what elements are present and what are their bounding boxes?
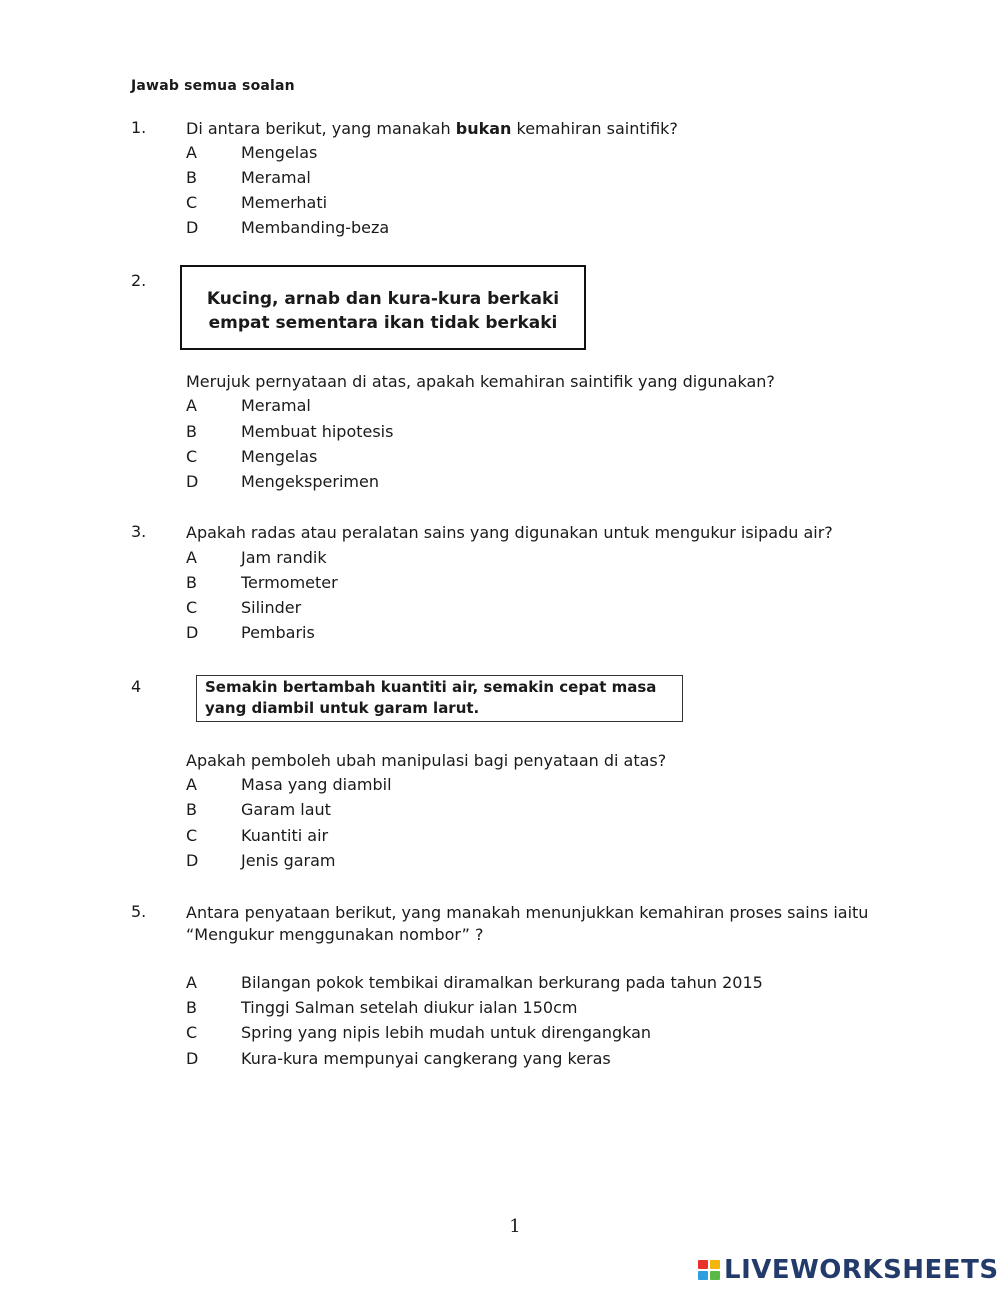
question-text [186,118,678,140]
option-letter: B [186,422,197,441]
question-number: 5. [131,902,147,921]
emphasized-word: bukan [455,119,512,138]
option-letter: A [186,973,197,992]
option-a[interactable] [186,773,686,797]
instructions-heading: Jawab semua soalan [131,78,295,94]
statement-box [180,265,586,350]
option-letter: B [186,573,197,592]
option-letter: C [186,598,198,617]
option-b[interactable] [186,571,686,595]
option-letter: D [186,851,199,870]
statement-line: empat sementara ikan tidak berkaki [208,313,558,333]
logo-blocks-icon [698,1260,720,1280]
statement-line: yang diambil untuk garam larut. [205,699,480,717]
option-text: Kuantiti air [241,826,329,845]
option-text: Garam laut [241,800,331,819]
option-letter: D [186,1049,199,1068]
option-letter: D [186,472,199,491]
option-c[interactable] [186,445,686,469]
option-c[interactable] [186,596,686,620]
option-c[interactable] [186,1021,886,1045]
option-letter: C [186,447,198,466]
logo-text: LIVEWORKSHEETS [724,1255,999,1285]
question-text: Antara penyataan berikut, yang manakah menunjukkan kemahiran proses sains iaitu [186,903,869,922]
logo-block [698,1260,708,1269]
question-number: 3. [131,522,147,541]
option-letter: A [186,775,197,794]
option-d[interactable] [186,1047,886,1071]
option-d[interactable] [186,470,686,494]
option-d[interactable] [186,621,686,645]
option-letter: A [186,396,197,415]
option-text: Masa yang diambil [241,775,392,794]
option-a[interactable] [186,141,686,165]
option-a[interactable] [186,971,886,995]
logo-block [710,1260,720,1269]
option-text: Mengelas [241,143,318,162]
option-d[interactable] [186,849,686,873]
question-number: 2. [131,271,147,290]
option-letter: C [186,826,198,845]
option-text: Meramal [241,168,311,187]
option-text: Bilangan pokok tembikai diramalkan berkurang pada tahun 2015 [241,973,763,992]
statement-line: Kucing, arnab dan kura-kura berkaki [206,289,560,309]
option-text: Membanding-beza [241,218,390,237]
option-b[interactable] [186,996,886,1020]
option-letter: A [186,143,197,162]
option-letter: D [186,623,199,642]
question-text: “Mengukur menggunakan nombor” ? [186,925,484,944]
question-number: 4 [131,677,142,696]
option-b[interactable] [186,420,686,444]
option-letter: A [186,548,197,567]
option-letter: B [186,998,197,1017]
option-text: Spring yang nipis lebih mudah untuk direngangkan [241,1023,652,1042]
option-letter: B [186,800,197,819]
option-text: Mengeksperimen [241,472,379,491]
option-text: Memerhati [241,193,328,212]
option-letter: D [186,218,199,237]
option-a[interactable] [186,546,686,570]
page-number: 1 [509,1216,521,1237]
option-text: Mengelas [241,447,318,466]
option-letter: C [186,1023,198,1042]
option-b[interactable] [186,798,686,822]
logo-block [710,1271,720,1280]
question-text: Merujuk pernyataan di atas, apakah kemahiran saintifik yang digunakan? [186,372,775,391]
question-text-part: kemahiran saintifik? [511,119,678,138]
option-d[interactable] [186,216,686,240]
option-text: Meramal [241,396,311,415]
option-text: Silinder [241,598,302,617]
option-a[interactable] [186,394,686,418]
option-b[interactable] [186,166,686,190]
question-number: 1. [131,118,147,137]
option-text: Jenis garam [241,851,336,870]
logo-block [698,1271,708,1280]
statement-box [196,675,683,722]
option-letter: B [186,168,197,187]
option-text: Membuat hipotesis [241,422,394,441]
question-text: Apakah pemboleh ubah manipulasi bagi penyataan di atas? [186,751,667,770]
question-text: Apakah radas atau peralatan sains yang digunakan untuk mengukur isipadu air? [186,523,833,542]
statement-line: Semakin bertambah kuantiti air, semakin cepat masa [205,678,657,696]
option-text: Tinggi Salman setelah diukur ialan 150cm [241,998,578,1017]
option-text: Kura-kura mempunyai cangkerang yang keras [241,1049,611,1068]
liveworksheets-logo [698,1252,999,1288]
option-text: Termometer [241,573,338,592]
option-text: Jam randik [241,548,327,567]
option-text: Pembaris [241,623,315,642]
question-text-part: Di antara berikut, yang manakah [186,119,456,138]
option-letter: C [186,193,198,212]
option-c[interactable] [186,191,686,215]
option-c[interactable] [186,824,686,848]
